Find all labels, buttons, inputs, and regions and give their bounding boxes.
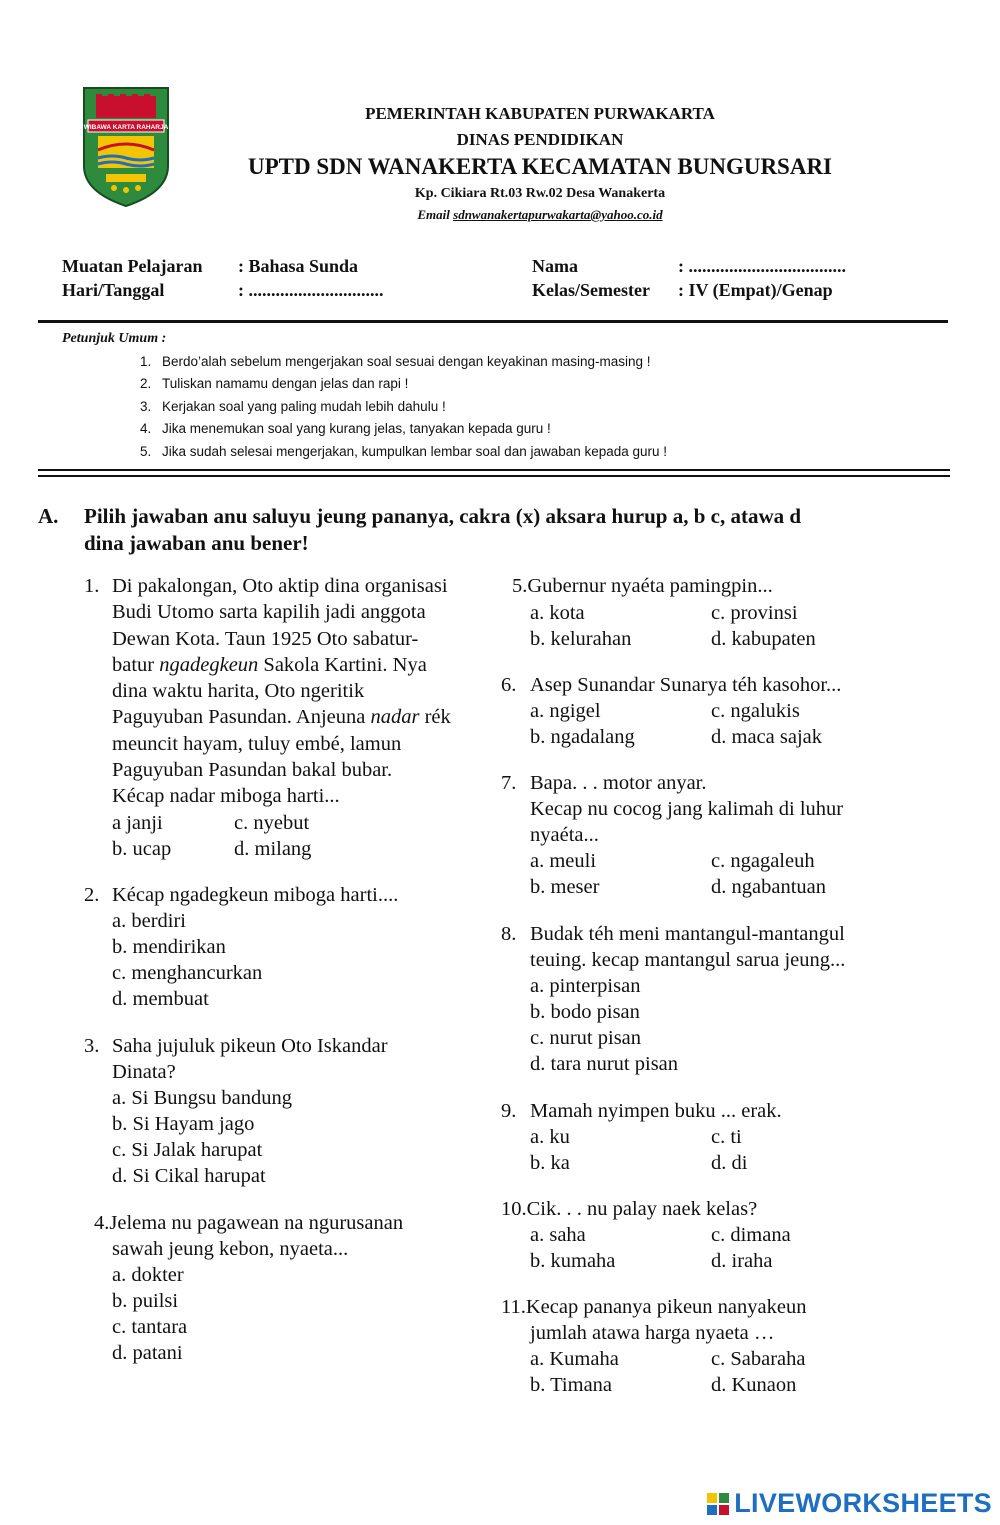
- option-b[interactable]: b. bodo pisan: [530, 1001, 640, 1023]
- option-b[interactable]: b. meser: [530, 876, 600, 898]
- option-d[interactable]: d. ngabantuan: [711, 876, 826, 898]
- question-5: 5.Gubernur nyaéta pamingpin... a. kota c. provinsi b. kelurahan d. kabupaten: [512, 573, 952, 653]
- email-address[interactable]: sdnwanakertapurwakarta@yahoo.co.id: [453, 207, 663, 222]
- instruction-item: 2. Tuliskan namamu dengan jelas dan rapi !: [140, 376, 409, 391]
- section-instruction-line1: Pilih jawaban anu saluyu jeung pananya, cakra (x) aksara hurup a, b c, atawa d: [84, 504, 802, 528]
- class-label: Kelas/Semester: [532, 280, 650, 300]
- option-a[interactable]: a. pinterpisan: [530, 975, 641, 997]
- liveworksheets-brand[interactable]: [706, 1488, 992, 1519]
- option-a[interactable]: a. saha: [530, 1224, 586, 1246]
- instruction-item: 1. Berdo’alah sebelum mengerjakan soal sesuai dengan keyakinan masing-masing !: [140, 354, 651, 369]
- subject-value: : Bahasa Sunda: [238, 256, 359, 276]
- question-1: 1. Di pakalongan, Oto aktip dina organisasi Budi Utomo sarta kapilih jadi anggota Dewan Kota. Taun 1925 Oto sabatur- batur ngadegkeun Sakola Kartini. Nya dina waktu harita, Oto ngeritik Paguyuban Pasundan. Anjeuna nadar rék meuncit hayam, tuluy embé, lamun Paguyuban Pasundan bakal bubar. Kécap nadar miboga harti... a janji c. nyebut b. ucap d. milang: [84, 573, 504, 863]
- option-c[interactable]: c. ngagaleuh: [711, 850, 815, 872]
- question-10: 10.Cik. . . nu palay naek kelas? a. saha c. dimana b. kumaha d. iraha: [501, 1196, 951, 1276]
- option-b[interactable]: b. puilsi: [112, 1290, 179, 1312]
- option-a[interactable]: a. meuli: [530, 850, 597, 872]
- option-c[interactable]: c. nyebut: [234, 812, 310, 834]
- logo-banner-text: WIBAWA KARTA RAHARJA: [83, 124, 169, 131]
- option-d[interactable]: d. kabupaten: [711, 628, 816, 650]
- option-d[interactable]: d. di: [711, 1152, 748, 1174]
- option-d[interactable]: d. tara nurut pisan: [530, 1053, 679, 1075]
- option-d[interactable]: d. Si Cikal harupat: [112, 1165, 266, 1187]
- option-a[interactable]: a. dokter: [112, 1264, 184, 1286]
- option-b[interactable]: b. ka: [530, 1152, 570, 1174]
- option-b[interactable]: b. Si Hayam jago: [112, 1113, 255, 1135]
- option-d[interactable]: d. membuat: [112, 988, 209, 1010]
- option-b[interactable]: b. ucap: [112, 838, 172, 860]
- regency-logo: [80, 84, 172, 208]
- date-label: Hari/Tanggal: [62, 280, 165, 300]
- option-b[interactable]: b. ngadalang: [530, 726, 635, 748]
- instruction-item: 4. Jika menemukan soal yang kurang jelas, tanyakan kepada guru !: [140, 421, 551, 436]
- divider-double-1: [38, 469, 950, 471]
- option-b[interactable]: b. kumaha: [530, 1250, 616, 1272]
- header-address: Kp. Cikiara Rt.03 Rw.02 Desa Wanakerta: [414, 186, 666, 201]
- option-c[interactable]: c. Sabaraha: [711, 1348, 806, 1370]
- header-agency: DINAS PENDIDIKAN: [456, 130, 624, 149]
- option-a[interactable]: a. ngigel: [530, 700, 601, 722]
- option-d[interactable]: d. patani: [112, 1342, 183, 1364]
- question-3: 3. Saha jujuluk pikeun Oto Iskandar Dinata? a. Si Bungsu bandung b. Si Hayam jago c. Si Jalak harupat d. Si Cikal harupat: [84, 1033, 484, 1191]
- option-c[interactable]: c. nurut pisan: [530, 1027, 642, 1049]
- option-b[interactable]: b. kelurahan: [530, 628, 632, 650]
- option-d[interactable]: d. milang: [234, 838, 312, 860]
- liveworksheets-wordmark: LIVEWORKSHEETS: [734, 1488, 992, 1518]
- option-a[interactable]: a. kota: [530, 602, 585, 624]
- option-c[interactable]: c. provinsi: [711, 602, 798, 624]
- option-a[interactable]: a. Si Bungsu bandung: [112, 1087, 292, 1109]
- option-a[interactable]: a janji: [112, 812, 163, 834]
- option-d[interactable]: d. maca sajak: [711, 726, 822, 748]
- question-2: 2. Kécap ngadegkeun miboga harti.... a. berdiri b. mendirikan c. menghancurkan d. membuat: [84, 882, 484, 1014]
- name-value[interactable]: : ...................................: [678, 256, 846, 276]
- section-instruction-line2: dina jawaban anu bener!: [84, 531, 309, 555]
- instruction-item: 3. Kerjakan soal yang paling mudah lebih dahulu !: [140, 399, 446, 414]
- option-a[interactable]: a. berdiri: [112, 910, 186, 932]
- option-a[interactable]: a. Kumaha: [530, 1348, 619, 1370]
- option-c[interactable]: c. Si Jalak harupat: [112, 1139, 263, 1161]
- option-c[interactable]: c. menghancurkan: [112, 962, 263, 984]
- option-c[interactable]: c. ngalukis: [711, 700, 800, 722]
- option-d[interactable]: d. Kunaon: [711, 1374, 797, 1396]
- section-letter: A.: [38, 504, 59, 528]
- class-value: : IV (Empat)/Genap: [678, 280, 833, 300]
- subject-label: Muatan Pelajaran: [62, 256, 203, 276]
- date-value[interactable]: : ..............................: [238, 280, 384, 300]
- question-11: 11.Kecap pananya pikeun nanyakeun jumlah atawa harga nyaeta … a. Kumaha c. Sabaraha b. Timana d. Kunaon: [501, 1294, 951, 1400]
- question-7: 7. Bapa. . . motor anyar. Kecap nu cocog jang kalimah di luhur nyaéta... a. meuli c. ngagaleuh b. meser d. ngabantuan: [501, 770, 951, 902]
- option-d[interactable]: d. iraha: [711, 1250, 773, 1272]
- divider-double-2: [38, 475, 950, 477]
- option-b[interactable]: b. Timana: [530, 1374, 613, 1396]
- instructions-title: Petunjuk Umum :: [62, 331, 167, 346]
- header-school: UPTD SDN WANAKERTA KECAMATAN BUNGURSARI: [247, 154, 833, 179]
- option-c[interactable]: c. ti: [711, 1126, 742, 1148]
- option-c[interactable]: c. dimana: [711, 1224, 791, 1246]
- question-6: 6. Asep Sunandar Sunarya téh kasohor... a. ngigel c. ngalukis b. ngadalang d. maca sajak: [501, 672, 951, 752]
- option-b[interactable]: b. mendirikan: [112, 936, 226, 958]
- question-8: 8. Budak téh meni mantangul-mantangul teuing. kecap mantangul sarua jeung... a. pinterpisan b. bodo pisan c. nurut pisan d. tara nurut pisan: [501, 921, 951, 1079]
- header-government: PEMERINTAH KABUPATEN PURWAKARTA: [365, 104, 715, 123]
- option-c[interactable]: c. tantara: [112, 1316, 188, 1338]
- option-a[interactable]: a. ku: [530, 1126, 570, 1148]
- instruction-item: 5. Jika sudah selesai mengerjakan, kumpulkan lembar soal dan jawaban kepada guru !: [140, 444, 668, 459]
- liveworksheets-logo-icon: [706, 1492, 730, 1516]
- email-label: Email: [417, 207, 450, 222]
- question-9: 9. Mamah nyimpen buku ... erak. a. ku c. ti b. ka d. di: [501, 1098, 951, 1178]
- question-4: 4.Jelema nu pagawean na ngurusanan sawah jeung kebon, nyaeta... a. dokter b. puilsi c. tantara d. patani: [94, 1210, 494, 1368]
- header-email-line: [230, 207, 850, 223]
- name-label: Nama: [532, 256, 578, 276]
- divider-top: [38, 320, 948, 323]
- question-number: 1.: [84, 575, 100, 597]
